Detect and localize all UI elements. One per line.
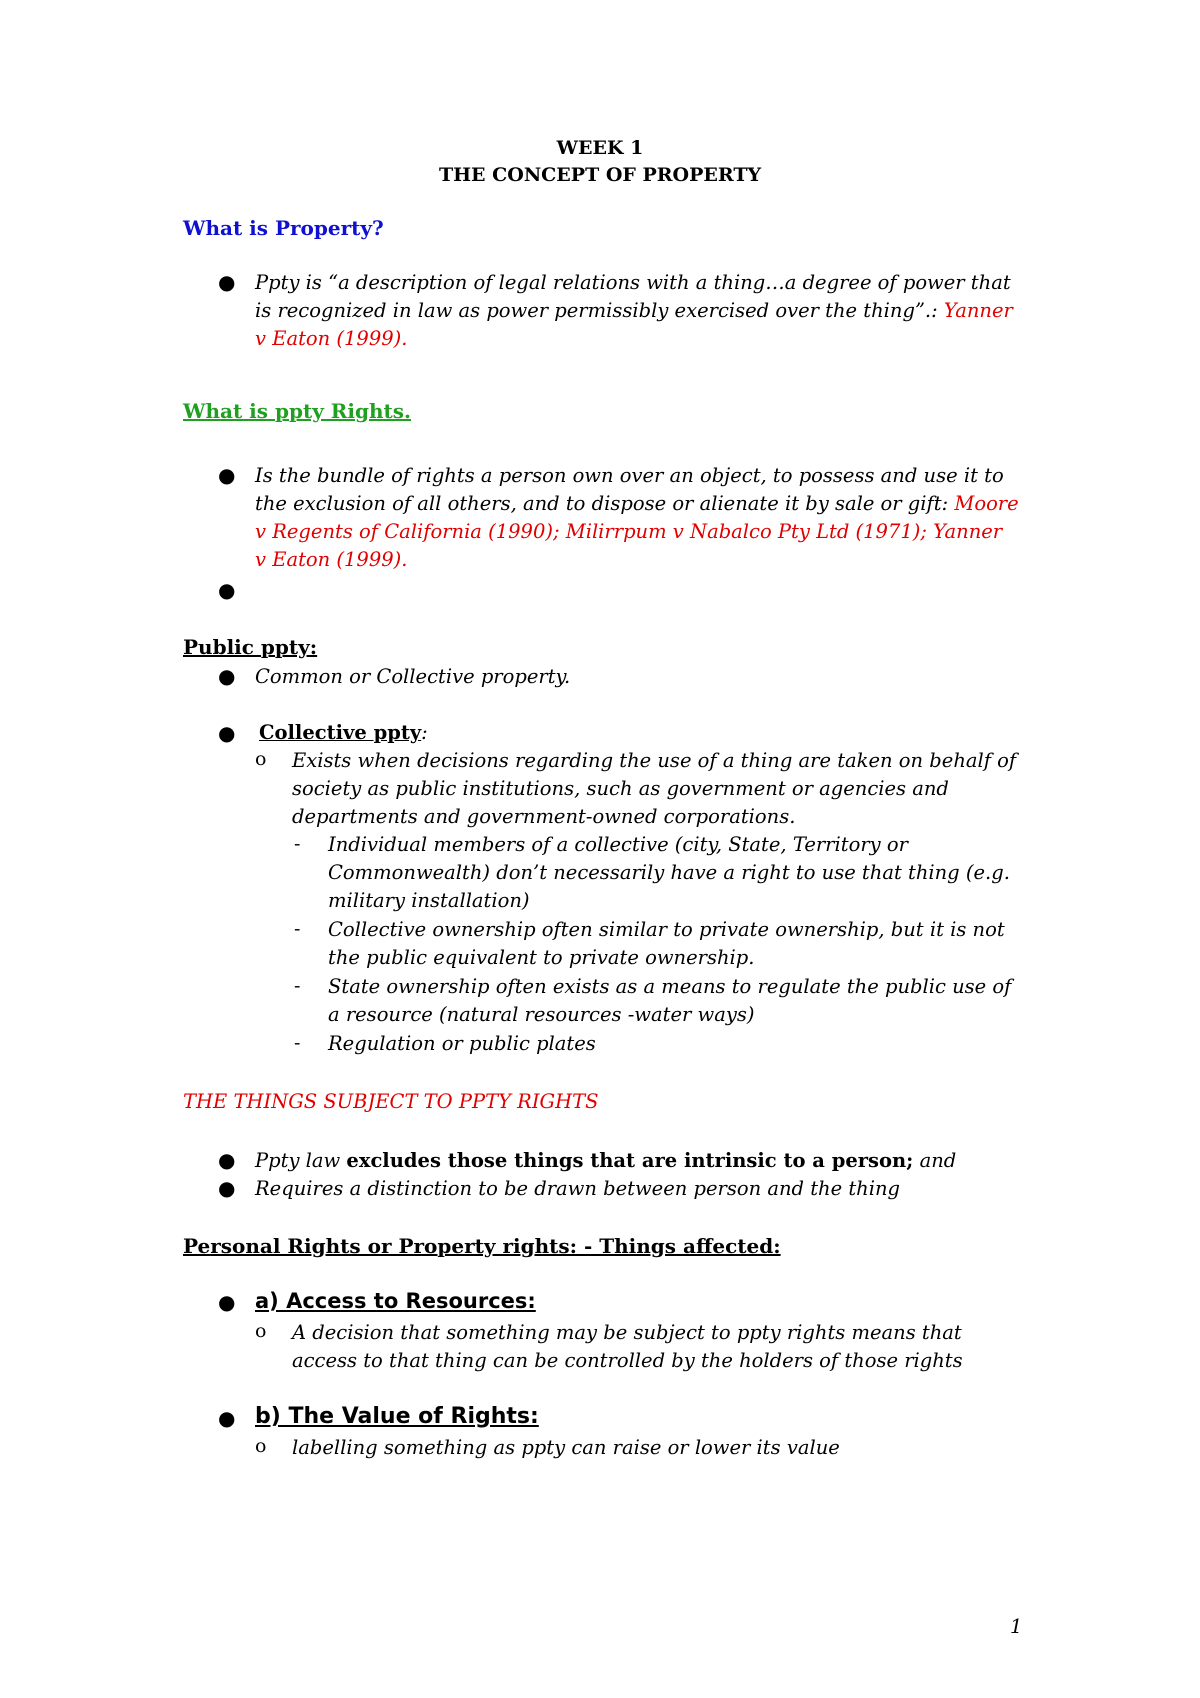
dash-item-line: a resource (natural resources -water ways)	[328, 1003, 755, 1026]
case-citation: Moore	[954, 492, 1019, 515]
dash-bullet-icon: -	[294, 975, 301, 997]
heading-what-is-property: What is Property?	[183, 216, 384, 240]
case-citations-line: v Regents of California (1990); Milirrpum v Nabalco Pty Ltd (1971); Yanner	[255, 520, 1003, 543]
dash-bullet-icon: -	[294, 918, 301, 940]
bullet-icon: ●	[218, 1290, 236, 1314]
collective-ppty-label	[259, 721, 428, 744]
bullet-icon: ●	[218, 270, 236, 294]
property-definition-line-2	[255, 299, 1013, 322]
heading-public-ppty: Public ppty:	[183, 635, 318, 659]
dash-item-line: Individual members of a collective (city, State, Territory or	[328, 833, 908, 856]
definition-text: is recognized in law as power permissibly exercised over the thing”.:	[255, 299, 944, 322]
document-title: THE CONCEPT OF PROPERTY	[438, 164, 762, 186]
dash-item-line: Commonwealth) don’t necessarily have a right to use that thing (e.g.	[328, 861, 1010, 884]
rights-definition-line-1: Is the bundle of rights a person own over an object, to possess and use it to	[255, 464, 1004, 487]
heading-things-subject: THE THINGS SUBJECT TO PPTY RIGHTS	[183, 1090, 599, 1113]
property-definition-line-1: Ppty is “a description of legal relations with a thing…a degree of power that	[255, 271, 1011, 294]
case-citation: Yanner	[943, 299, 1013, 322]
circle-bullet-icon: o	[255, 748, 267, 770]
item-text: and	[913, 1149, 957, 1172]
common-property-item: Common or Collective property.	[255, 665, 571, 688]
dash-item-line: military installation)	[328, 889, 530, 912]
item-bold-text: excludes those things that are intrinsic to a person;	[346, 1149, 914, 1172]
page-number: 1	[1010, 1615, 1023, 1638]
collective-colon: :	[421, 721, 428, 744]
collective-definition-line-2: society as public institutions, such as government or agencies and	[292, 777, 949, 800]
rights-definition-line-2	[255, 492, 1019, 515]
collective-ppty-term: Collective ppty	[259, 721, 422, 744]
circle-bullet-icon: o	[255, 1435, 267, 1457]
case-citation-line: v Eaton (1999).	[255, 548, 408, 571]
collective-definition-line-1: Exists when decisions regarding the use of a thing are taken on behalf of	[292, 749, 1017, 772]
bullet-icon: ●	[218, 664, 236, 688]
dash-item-line: the public equivalent to private ownership.	[328, 946, 755, 969]
bullet-icon: ●	[218, 721, 236, 745]
bullet-icon: ●	[218, 1406, 236, 1430]
bullet-icon: ●	[218, 463, 236, 487]
week-title: WEEK 1	[556, 137, 644, 159]
empty-bullet-icon: ●	[218, 578, 236, 602]
circle-bullet-icon: o	[255, 1320, 267, 1342]
value-rights-heading: b) The Value of Rights:	[255, 1404, 539, 1429]
collective-definition-line-3: departments and government-owned corporations.	[292, 805, 796, 828]
value-text-line: labelling something as ppty can raise or lower its value	[292, 1436, 840, 1459]
things-item-2: Requires a distinction to be drawn between person and the thing	[255, 1177, 901, 1200]
dash-item-line: Regulation or public plates	[328, 1032, 596, 1055]
dash-bullet-icon: -	[294, 833, 301, 855]
access-resources-heading: a) Access to Resources:	[255, 1289, 536, 1313]
access-text-line-2: access to that thing can be controlled by the holders of those rights	[292, 1349, 963, 1372]
bullet-icon: ●	[218, 1176, 236, 1200]
dash-item-line: State ownership often exists as a means to regulate the public use of	[328, 975, 1012, 998]
things-item-1	[255, 1149, 956, 1172]
case-citation-line: v Eaton (1999).	[255, 327, 408, 350]
item-text: Ppty law	[255, 1149, 347, 1172]
bullet-icon: ●	[218, 1148, 236, 1172]
access-text-line-1: A decision that something may be subject to ppty rights means that	[292, 1321, 962, 1344]
heading-personal-rights: Personal Rights or Property rights: - Things affected:	[183, 1234, 781, 1258]
definition-text: the exclusion of all others, and to dispose or alienate it by sale or gift:	[255, 492, 955, 515]
heading-ppty-rights: What is ppty Rights.	[183, 399, 411, 423]
dash-bullet-icon: -	[294, 1032, 301, 1054]
dash-item-line: Collective ownership often similar to private ownership, but it is not	[328, 918, 1005, 941]
